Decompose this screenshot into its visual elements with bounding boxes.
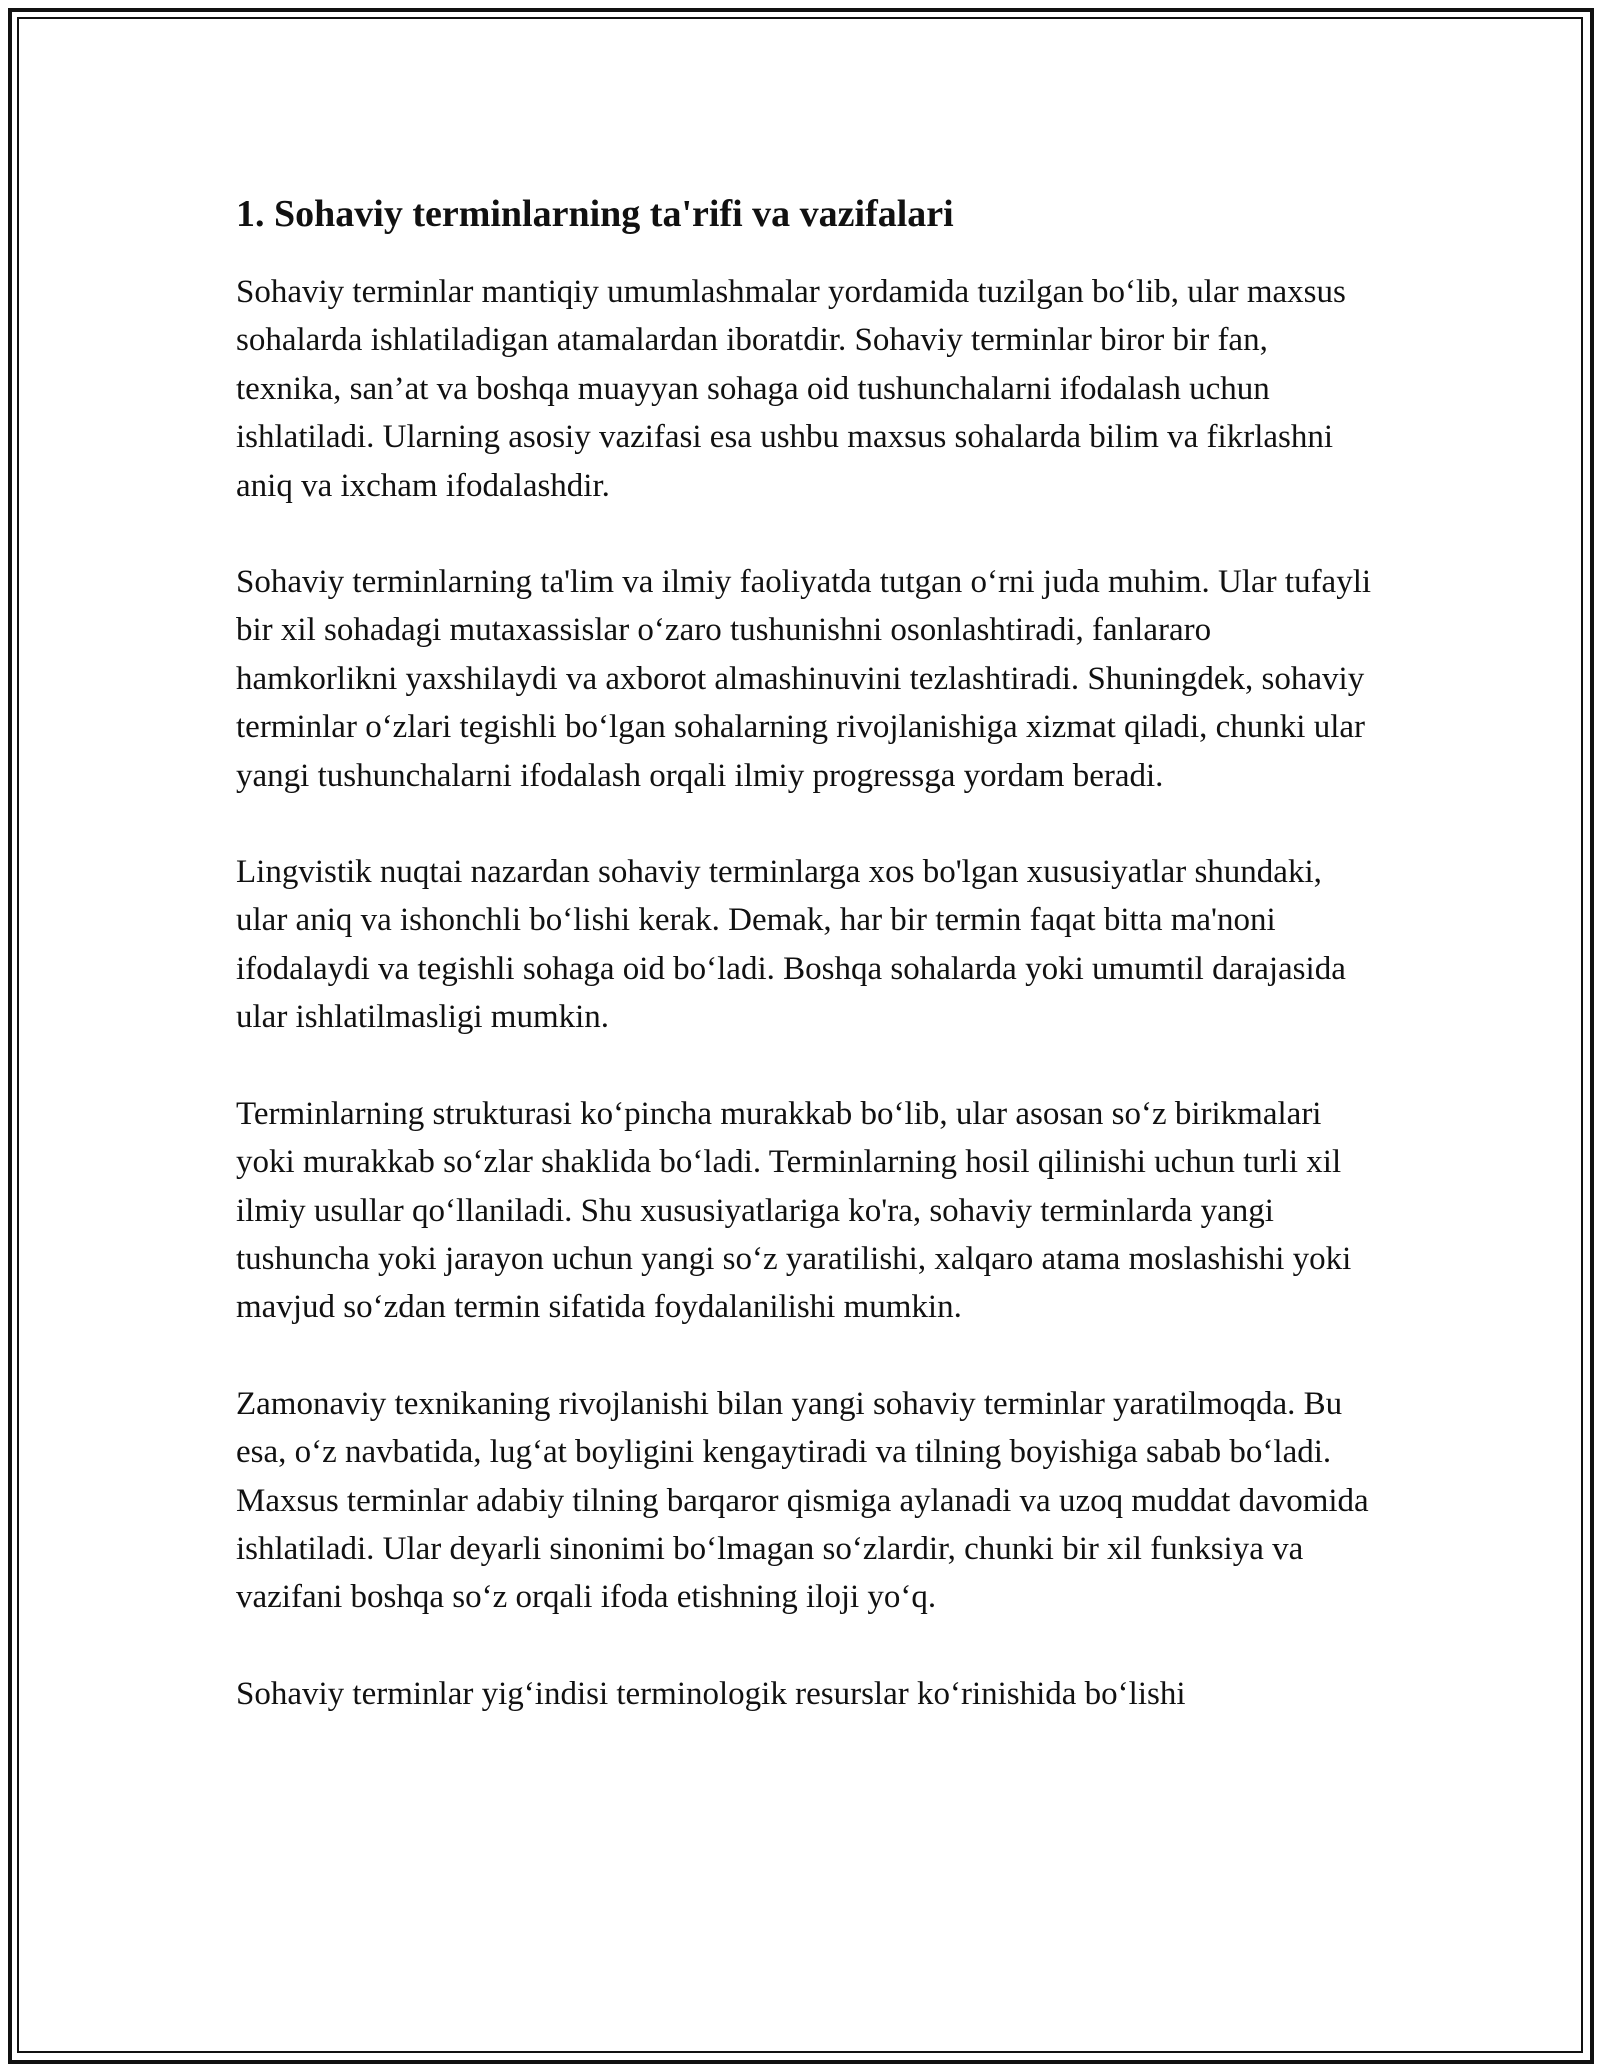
paragraph-6: Sohaviy terminlar yig‘indisi terminologik resurslar ko‘rinishida bo‘lishi xyxy=(236,1675,1186,1712)
paragraph-1: Sohaviy terminlar mantiqiy umumlashmalar yordamida tuzilgan bo‘lib, ular maxsus sohalarda ishlatiladigan atamalardan iboratdir. Sohaviy terminlar biror bir fan, texnika, san’at va boshqa muayyan sohaga oid tushunchalarni ifodalash uchun ishlatiladi. Ularning asosiy vazifasi esa ushbu maxsus sohalarda bilim va fikrlashni aniq va ixcham ifodalashdir. xyxy=(236,274,1346,504)
document-body xyxy=(236,186,1376,1766)
paragraph-2: Sohaviy terminlarning ta'lim va ilmiy faoliyatda tutgan o‘rni juda muhim. Ular tufayli bir xil sohadagi mutaxassislar o‘zaro tushunishni osonlashtiradi, fanlararo hamkorlikni yaxshilaydi va axborot almashinuvini tezlashtiradi. Shuningdek, sohaviy terminlar o‘zlari tegishli bo‘lgan sohalarning rivojlanishiga xizmat qiladi, chunki ular yangi tushunchalarni ifodalash orqali ilmiy progressga yordam beradi. xyxy=(236,564,1372,794)
paragraph-5: Zamonaviy texnikaning rivojlanishi bilan yangi sohaviy terminlar yaratilmoqda. Bu esa, o‘z navbatida, lug‘at boyligini kengaytiradi va tilning boyishiga sabab bo‘ladi. Maxsus terminlar adabiy tilning barqaror qismiga aylanadi va uzoq muddat davomida ishlatiladi. Ular deyarli sinonimi bo‘lmagan so‘zlardir, chunki bir xil funksiya va vazifani boshqa so‘z orqali ifoda etishning iloji yo‘q. xyxy=(236,1385,1369,1616)
section-heading: 1. Sohaviy terminlarning ta'rifi va vazifalari xyxy=(236,193,954,235)
paragraph-3: Lingvistik nuqtai nazardan sohaviy terminlarga xos bo'lgan xususiyatlar shundaki, ular aniq va ishonchli bo‘lishi kerak. Demak, har bir termin faqat bitta ma'noni ifodalaydi va tegishli sohaga oid bo‘ladi. Boshqa sohalarda yoki umumtil darajasida ular ishlatilmasligi mumkin. xyxy=(236,854,1346,1036)
paragraph-4: Terminlarning strukturasi ko‘pincha murakkab bo‘lib, ular asosan so‘z birikmalari yoki murakkab so‘zlar shaklida bo‘ladi. Terminlarning hosil qilinishi uchun turli xil ilmiy usullar qo‘llaniladi. Shu xususiyatlariga ko'ra, sohaviy terminlarda yangi tushuncha yoki jarayon uchun yangi so‘z yaratilishi, xalqaro atama moslashishi yoki mavjud so‘zdan termin sifatida foydalanilishi mumkin. xyxy=(236,1095,1352,1326)
